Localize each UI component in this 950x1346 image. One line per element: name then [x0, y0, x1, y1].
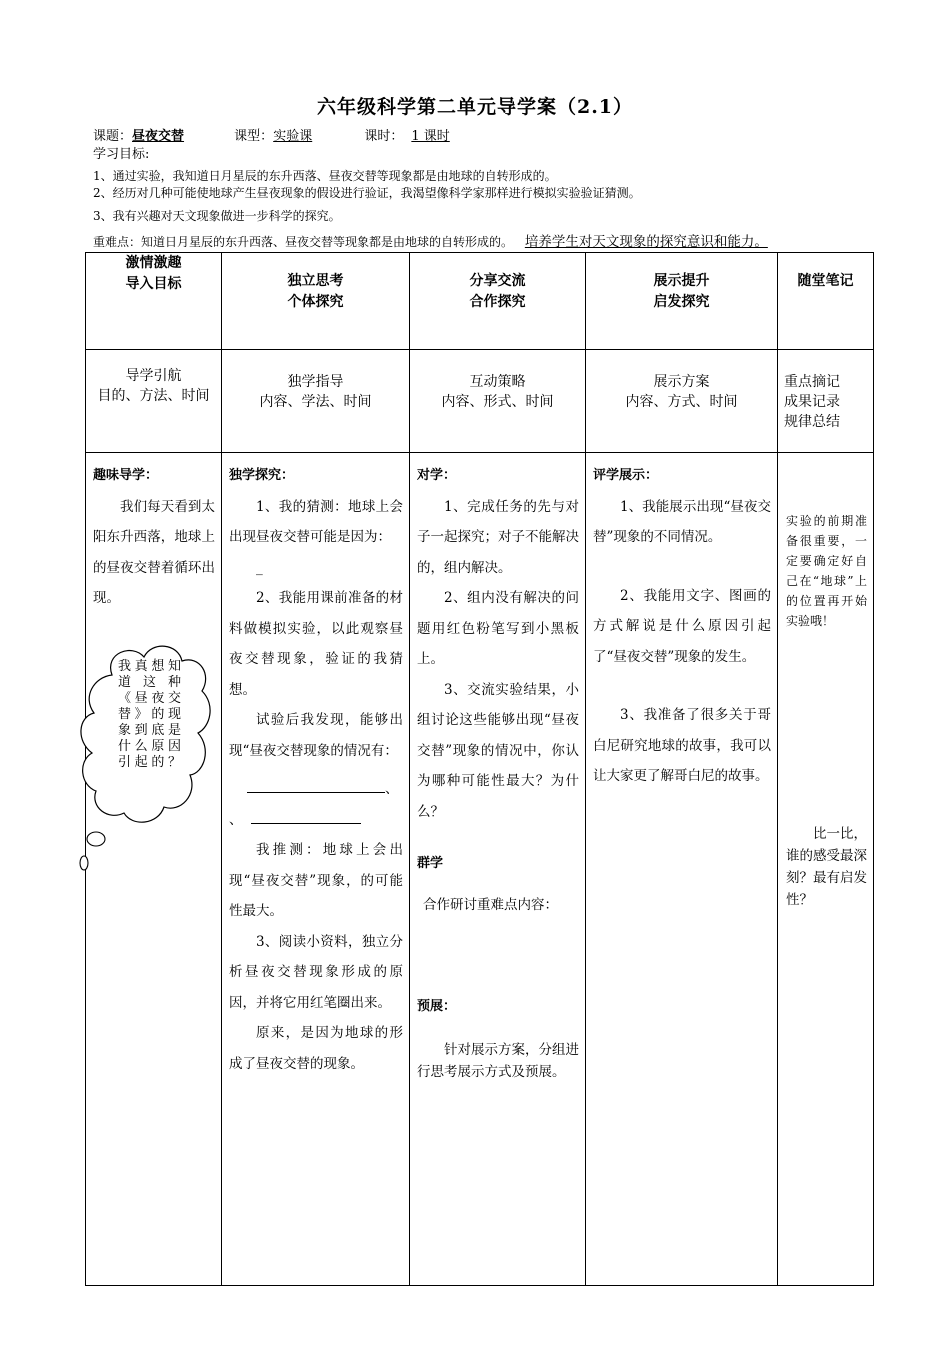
hours-label: 课时： [364, 129, 404, 144]
header-col-3: 分享交流 合作探究 [410, 253, 586, 350]
group-study-text: 合作研讨重难点内容： [423, 896, 558, 913]
notes-cell [778, 453, 874, 1286]
self-study-reading: 3、阅读小资料，独立分析昼夜交替现象形成的原因，并将它用红笔圈出来。 [229, 933, 403, 1011]
subheader-row [86, 350, 874, 453]
self-study-cell [222, 453, 410, 1286]
subheader-col-3: 互动策略 内容、形式、时间 [410, 350, 586, 453]
notes-reflection: 比一比，谁的感受最深刻？最有启发性？ [786, 826, 867, 908]
objectives-heading: 学习目标: [93, 147, 150, 162]
show-item-1: 1、我能展示出现“昼夜交替”现象的不同情况。 [593, 498, 771, 545]
findings-blank-1: 、 [229, 774, 403, 805]
show-item-3: 3、我准备了很多关于哥白尼研究地球的故事，我可以让大家更了解哥白尼的故事。 [593, 707, 771, 784]
self-study-guess-blank: _ [256, 559, 263, 576]
subheader-col-4: 展示方案 内容、方式、时间 [586, 350, 778, 453]
show-heading: 评学展示： [593, 468, 659, 483]
show-item-2: 2、我能用文字、图画的方式解说是什么原因引起了“昼夜交替”现象的发生。 [593, 587, 771, 665]
study-plan-table [85, 252, 874, 1286]
group-study-heading: 群学 [417, 856, 444, 871]
lesson-meta [93, 125, 464, 144]
key-points [93, 230, 768, 250]
self-study-experiment: 2、我能用课前准备的材料做模拟实验，以此观察昼夜交替现象，验证的我猜想。 [229, 590, 403, 698]
pair-study-cell [410, 453, 586, 1286]
subheader-col-1: 导学引航 目的、方法、时间 [86, 350, 222, 453]
topic-label: 课题： [93, 129, 133, 144]
preview-heading: 预展： [417, 999, 457, 1014]
type-label: 课型： [234, 129, 274, 144]
header-col-2: 独立思考 个体探究 [222, 253, 410, 350]
objective-3: 3、我有兴趣对天文现象做进一步科学的探究。 [93, 209, 341, 223]
show-cell [586, 453, 778, 1286]
pair-study-heading: 对学： [417, 468, 457, 483]
self-study-guess: 1、我的猜测：地球上会出现昼夜交替可能是因为： [229, 498, 403, 545]
subheader-col-5: 重点摘记 成果记录 规律总结 [778, 350, 874, 453]
topic-value: 昼夜交替 [132, 129, 185, 144]
intro-cell [86, 453, 222, 1286]
type-value: 实验课 [273, 129, 313, 144]
notes-tip: 实验的前期准备很重要，一定要确定好自己在“地球”上的位置再开始实验哦！ [786, 514, 867, 628]
key-points-goal: 培养学生对天文现象的探究意识和能力。 [524, 234, 768, 250]
self-study-inference: 我推测：地球上会出现“昼夜交替”现象，的可能性最大。 [229, 842, 403, 919]
preview-text: 针对展示方案，分组进行思考展示方式及预展。 [417, 1041, 579, 1080]
pair-study-step-3: 3、交流实验结果，小组讨论这些能够出现“昼夜交替”现象的情况中，你认为哪种可能性最大？为什么？ [417, 681, 579, 820]
objective-2: 2、经历对几种可能使地球产生昼夜现象的假设进行验证，我渴望像科学家那样进行模拟实验验证猜测。 [93, 186, 641, 200]
header-col-1: 激情激趣 导入目标 [86, 253, 222, 350]
header-col-5: 随堂笔记 [778, 253, 874, 350]
intro-text: 我们每天看到太阳东升西落，地球上的昼夜交替着循环出现。 [93, 498, 215, 606]
subheader-col-2: 独学指导 内容、学法、时间 [222, 350, 410, 453]
header-row [86, 253, 874, 350]
hours-value: 1 课时 [411, 129, 450, 144]
content-row [86, 453, 874, 1286]
key-points-text: 重难点：知道日月星辰的东升西落、昼夜交替等现象都是由地球的自转形成的。 [93, 235, 514, 249]
intro-heading: 趣味导学： [93, 468, 159, 483]
self-study-heading: 独学探究： [229, 468, 295, 483]
objective-1: 1、通过实验，我知道日月星辰的东升西落、昼夜交替等现象都是由地球的自转形成的。 [93, 169, 557, 183]
page-title: 六年级科学第二单元导学案（2.1） [316, 96, 634, 118]
bubble-text: 我真想知道这种《昼夜交替》的现象到底是什么原因引起的？ [118, 659, 182, 770]
self-study-findings: 试验后我发现，能够出现“昼夜交替现象的情况有： [229, 712, 403, 759]
self-study-conclusion: 原来，是因为地球的形成了昼夜交替的现象。 [229, 1025, 403, 1072]
pair-study-step-1: 1、完成任务的先与对子一起探究；对子不能解决的，组内解决。 [417, 498, 579, 576]
findings-blank-2: 、 [229, 805, 403, 836]
pair-study-step-2: 2、组内没有解决的问题用红色粉笔写到小黑板上。 [417, 590, 579, 667]
header-col-4: 展示提升 启发探究 [586, 253, 778, 350]
